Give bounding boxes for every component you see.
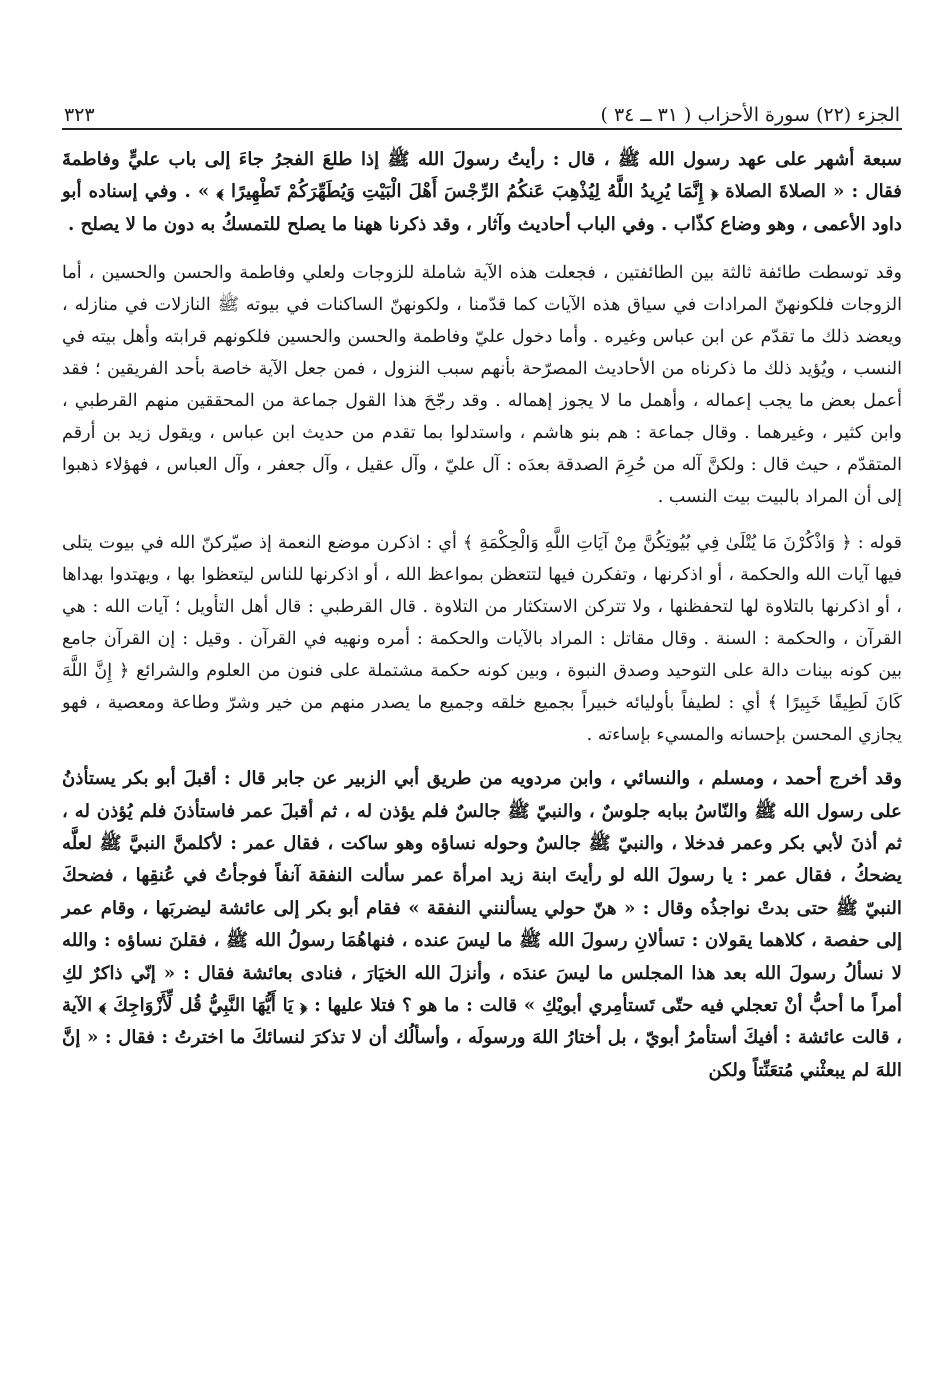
- page-body: [62, 144, 902, 1087]
- running-title: الجزء (٢٢) سورة الأحزاب ( ٣١ ــ ٣٤ ): [600, 104, 900, 126]
- paragraph-wadhkurna-commentary: قوله : ﴿ وَاذْكُرْنَ مَا يُتْلَىٰ فِي بُيُوتِكُنَّ مِنْ آيَاتِ اللَّهِ وَالْحِكْمَةِ ﴾ أي : اذكرن موضع النعمة إذ صيّركنّ الله في بيوت يتلى فيها آيات الله والحكمة ، أو اذكرنها ، وتفكرن فيها لتتعظن بمواعظ الله ، أو اذكرنها للناس ليتعظوا بها ، ويهتدوا بهداها ، أو اذكرنها بالتلاوة لها لتحفظنها ، ولا تتركن الاستكثار من التلاوة . قال القرطبي : قال أهل التأويل ؛ آيات الله : هي القرآن ، والحكمة : السنة . وقال مقاتل : المراد بالآيات والحكمة : أمره ونهيه في القرآن . وقيل : إن القرآن جامع بين كونه بينات دالة على التوحيد وصدق النبوة ، وبين كونه حكمة مشتملة على فنون من العلوم والشرائع ﴿ إِنَّ اللَّهَ كَانَ لَطِيفًا خَبِيرًا ﴾ أي : لطيفاً بأوليائه خبيراً بجميع خلقه وجميع ما يصدر منهم من خير وشرّ وطاعة ومعصية ، فهو يجازي المحسن بإحسانه والمسيء بإساءته .: [62, 533, 902, 746]
- paragraph-third-group: وقد توسطت طائفة ثالثة بين الطائفتين ، فجعلت هذه الآية شاملة للزوجات ولعلي وفاطمة والحسن والحسين ، أما الزوجات فلكونهنّ المرادات في سياق هذه الآيات كما قدّمنا ، ولكونهنّ الساكنات في بيوته ﷺ النازلات في منازله ، ويعضد ذلك ما تقدّم عن ابن عباس وغيره . وأما دخول عليّ وفاطمة والحسن والحسين فلكونهم قرابته وأهل بيته في النسب ، ويُؤيد ذلك ما ذكرناه من الأحاديث المصرّحة بأنهم سبب النزول ، فمن جعل الآية خاصة بأحد الفريقين ؛ فقد أعمل بعض ما يجب إعماله ، وأهمل ما لا يجوز إهماله . وقد رجّحَ هذا القول جماعة من المحققين منهم القرطبي ، وابن كثير ، وغيرهما . وقال جماعة : هم بنو هاشم ، واستدلوا بما تقدم من حديث ابن عباس ، ويقول زيد بن أرقم المتقدّم ، حيث قال : ولكنَّ آله من حُرِمَ الصدقة بعدَه : آل عليّ ، وآل عقيل ، وآل جعفر ، وآل العباس ، فهؤلاء ذهبوا إلى أن المراد بالبيت بيت النسب .: [62, 263, 902, 508]
- page-header: [62, 92, 902, 130]
- page: [62, 92, 902, 1101]
- paragraph-hadith-jabir: وقد أخرج أحمد ، ومسلم ، والنسائي ، وابن مردويه من طريق أبي الزبير عن جابر قال : أقبلَ أبو بكر يستأذنُ على رسول الله ﷺ والنّاسُ ببابه جلوسٌ ، والنبيّ ﷺ جالسٌ فلم يؤذن له ، ثم أقبلَ عمر فاستأذنَ فلم يُؤذن له ، ثم أذنَ لأبي بكر وعمر فدخلا ، والنبيّ ﷺ جالسٌ وحوله نساؤه وهو ساكت ، فقال عمر : لأكلمنَّ النبيَّ ﷺ لعلَّه يضحكُ ، فقال عمر : يا رسولَ الله لو رأيتَ ابنة زيد امرأة عمر سألت النفقة آنفاً فوجأتُ في عُنقِها ، فضحكَ النبيّ ﷺ حتى بدتْ نواجذُه وقال : « هنّ حولي يسألنني النفقة » فقام أبو بكر إلى عائشة ليضربَها ، وقام عمر إلى حفصة ، كلاهما يقولان : تسألانِ رسولَ الله ﷺ ما ليسَ عنده ، فنهاهُمَا رسولُ الله ﷺ ، فقلنَ نساؤه : والله لا نسألُ رسولَ الله بعد هذا المجلس ما ليسَ عندَه ، وأنزلَ الله الخيَارَ ، فنادى بعائشة فقال : « إنّي ذاكرٌ لكِ أمراً ما أحبُّ أنْ تعجلي فيه حتّى تَستأمِري أبويْكِ » قالت : ما هو ؟ فتلا عليها : ﴿ يَا أَيُّهَا النَّبِيُّ قُل لِّأَزْوَاجِكَ ﴾ الآية ، قالت عائشة : أفيكَ أستأمرُ أبويّ ، بل أختارُ اللهَ ورسولَه ، وأسألُك أن لا تذكرَ لنسائكَ ما اخترتُ : فقال : « إنَّ اللهَ لم يبعثْني مُتعَنِّتاً ولكن: [62, 768, 902, 1081]
- paragraph-hadith-fatima: سبعة أشهر على عهد رسول الله ﷺ ، قال : رأيتُ رسولَ الله ﷺ إذا طلعَ الفجرُ جاءَ إلى باب عليٍّ وفاطمةَ فقال : « الصلاةَ الصلاة ﴿ إِنَّمَا يُرِيدُ اللَّهُ لِيُذْهِبَ عَنكُمُ الرِّجْسَ أَهْلَ الْبَيْتِ وَيُطَهِّرَكُمْ تَطْهِيرًا ﴾ » . وفي إسناده أبو داود الأعمى ، وهو وضاع كذّاب . وفي الباب أحاديث وآثار ، وقد ذكرنا ههنا ما يصلح للتمسكُ به دون ما لا يصلح .: [62, 149, 902, 235]
- page-number: ٣٢٣: [64, 104, 95, 126]
